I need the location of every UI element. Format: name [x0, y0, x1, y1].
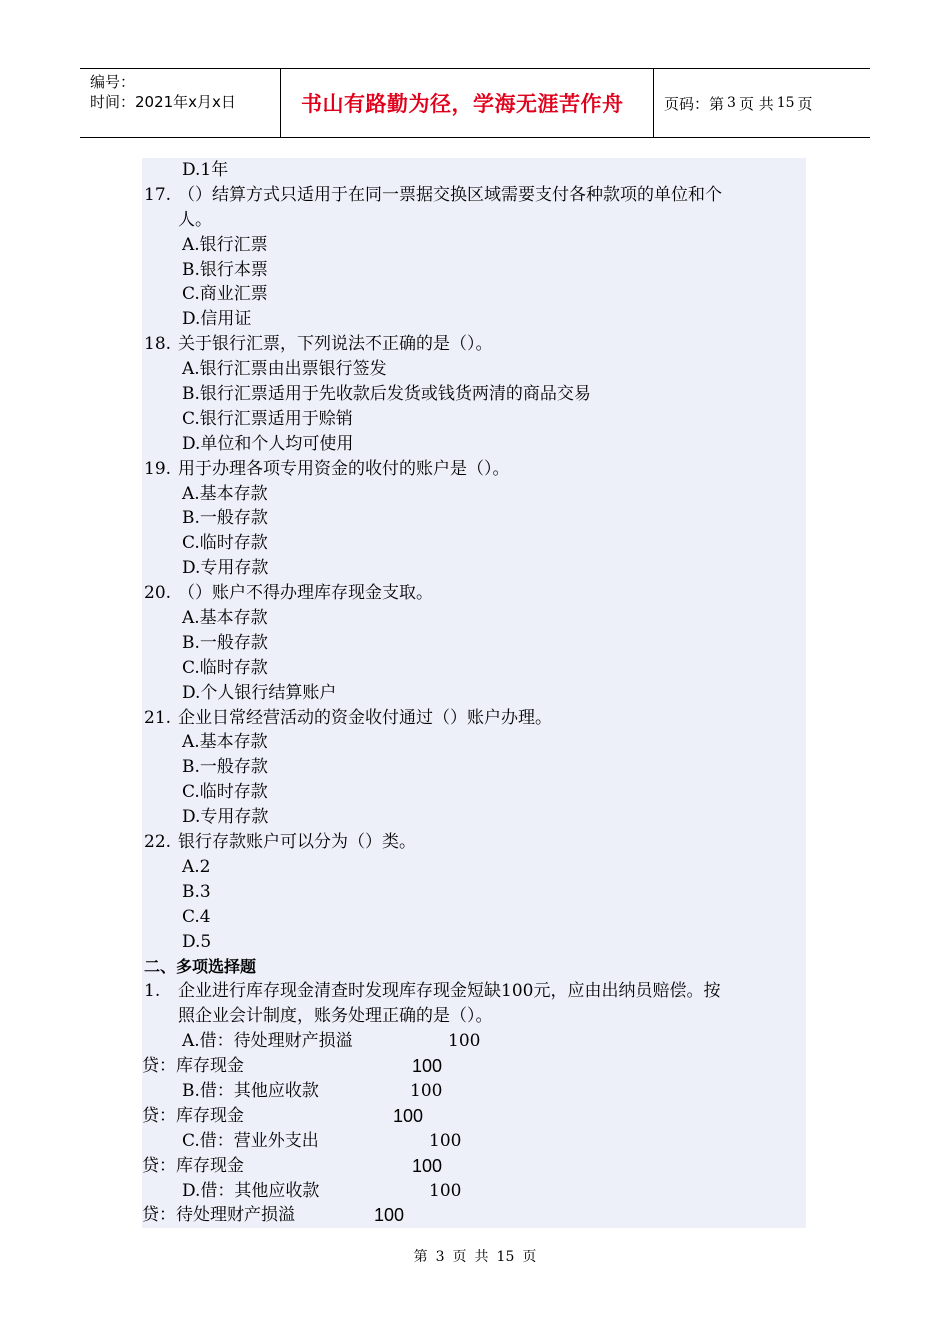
- question-item: [142, 706, 806, 731]
- question-item: [142, 979, 806, 1004]
- header-page-info: [654, 69, 870, 137]
- line-text: D.专用存款: [182, 558, 269, 579]
- line-text: C.借：营业外支出: [182, 1130, 319, 1151]
- journal-entry-line: [142, 1104, 806, 1129]
- line-text: A.借：待处理财产损溢: [182, 1031, 353, 1052]
- line-text: B.3: [182, 881, 211, 902]
- question-item: [142, 830, 806, 855]
- question-number: 17.: [144, 184, 172, 205]
- answer-option: [142, 1179, 806, 1204]
- answer-option: [142, 805, 806, 830]
- amount-value: 100: [393, 1105, 424, 1126]
- line-text: D.信用证: [182, 309, 252, 330]
- question-number: 21.: [144, 707, 172, 728]
- line-text: D.5: [182, 931, 212, 952]
- line-text: D.1年: [182, 160, 229, 180]
- line-text: A.银行汇票由出票银行签发: [182, 359, 387, 380]
- journal-entry-line: [142, 1203, 806, 1228]
- line-text: C.临时存款: [182, 782, 268, 803]
- answer-option: [142, 1129, 806, 1154]
- line-text: 用于办理各项专用资金的收付的账户是（）。: [178, 458, 510, 479]
- header-meta: [80, 69, 281, 137]
- footer-ye1: 页: [452, 1249, 467, 1265]
- line-text: 贷：库存现金: [142, 1155, 244, 1176]
- question-number: 22.: [144, 832, 172, 853]
- line-text: D.个人银行结算账户: [182, 682, 337, 703]
- page-header: [80, 68, 870, 138]
- line-text: （）账户不得办理库存现金支取。: [178, 583, 433, 604]
- header-page-prefix: 页码：第: [664, 94, 725, 113]
- amount-value: 100: [374, 1205, 405, 1226]
- line-text: C.银行汇票适用于赊销: [182, 408, 353, 429]
- header-motto: 书山有路勤为径，学海无涯苦作舟: [281, 69, 654, 137]
- question-number: 18.: [144, 334, 172, 355]
- line-text: B.银行本票: [182, 259, 268, 280]
- footer-di: 第: [413, 1249, 428, 1265]
- header-page-total: 15: [776, 95, 795, 111]
- answer-option: [142, 1029, 806, 1054]
- answer-option: [142, 482, 806, 507]
- answer-option: [142, 880, 806, 905]
- answer-option: [142, 432, 806, 457]
- answer-option: [142, 631, 806, 656]
- footer-total: 15: [496, 1249, 515, 1265]
- question-number: 20.: [144, 583, 172, 604]
- answer-option: [142, 506, 806, 531]
- line-text: B.借：其他应收款: [182, 1080, 319, 1101]
- answer-option: [142, 855, 806, 880]
- line-text: 银行存款账户可以分为（）类。: [178, 832, 416, 853]
- header-page-mid: 页 共: [738, 94, 774, 113]
- amount-value: 100: [429, 1180, 462, 1201]
- amount-value: 100: [410, 1080, 443, 1101]
- line-text: B.一般存款: [182, 632, 268, 653]
- question-number: 1.: [144, 981, 161, 1002]
- answer-option: [142, 681, 806, 706]
- line-text: 人。: [178, 209, 212, 230]
- answer-option: [142, 905, 806, 930]
- answer-option: [142, 233, 806, 258]
- answer-option: [142, 158, 806, 183]
- footer-ye2: 页: [522, 1249, 537, 1265]
- answer-option: [142, 258, 806, 283]
- header-bianhao: 编号：: [90, 73, 136, 91]
- question-continuation: [142, 1004, 806, 1029]
- question-content: [142, 158, 806, 1228]
- journal-entry-line: [142, 1054, 806, 1079]
- answer-option: [142, 930, 806, 955]
- line-text: （）结算方式只适用于在同一票据交换区域需要支付各种款项的单位和个: [178, 184, 722, 205]
- answer-option: [142, 1079, 806, 1104]
- line-text: D.借：其他应收款: [182, 1180, 320, 1201]
- header-page-current: 3: [727, 95, 736, 111]
- question-item: [142, 457, 806, 482]
- line-text: 照企业会计制度，账务处理正确的是（）。: [178, 1006, 493, 1027]
- amount-value: 100: [429, 1130, 462, 1151]
- answer-option: [142, 531, 806, 556]
- line-text: B.一般存款: [182, 757, 268, 778]
- answer-option: [142, 780, 806, 805]
- question-item: [142, 581, 806, 606]
- line-text: C.4: [182, 906, 211, 927]
- line-text: C.临时存款: [182, 657, 268, 678]
- question-item: [142, 183, 806, 208]
- line-text: 贷：待处理财产损溢: [142, 1205, 295, 1226]
- answer-option: [142, 307, 806, 332]
- line-text: D.专用存款: [182, 807, 269, 828]
- line-text: 贷：库存现金: [142, 1105, 244, 1126]
- line-text: A.基本存款: [182, 732, 268, 753]
- journal-entry-line: [142, 1154, 806, 1179]
- header-page-suffix: 页: [797, 94, 813, 113]
- line-text: A.基本存款: [182, 483, 268, 504]
- line-text: 企业进行库存现金清查时发现库存现金短缺100元，应由出纳员赔偿。按: [178, 981, 721, 1002]
- footer-gong: 共: [474, 1249, 489, 1265]
- amount-value: 100: [448, 1031, 481, 1052]
- line-text: 关于银行汇票，下列说法不正确的是（）。: [178, 334, 493, 355]
- line-text: A.基本存款: [182, 608, 268, 629]
- answer-option: [142, 357, 806, 382]
- line-text: B.银行汇票适用于先收款后发货或钱货两清的商品交易: [182, 384, 591, 405]
- line-text: 二、多项选择题: [144, 956, 257, 976]
- line-text: A.2: [182, 856, 211, 877]
- amount-value: 100: [412, 1056, 443, 1077]
- line-text: D.单位和个人均可使用: [182, 433, 354, 454]
- question-continuation: [142, 208, 806, 233]
- line-text: C.商业汇票: [182, 284, 268, 305]
- footer-current: 3: [435, 1249, 445, 1265]
- question-item: [142, 332, 806, 357]
- line-text: B.一般存款: [182, 508, 268, 529]
- answer-option: [142, 556, 806, 581]
- answer-option: [142, 755, 806, 780]
- page-footer: [0, 1246, 950, 1266]
- answer-option: [142, 730, 806, 755]
- answer-option: [142, 606, 806, 631]
- answer-option: [142, 282, 806, 307]
- answer-option: [142, 656, 806, 681]
- amount-value: 100: [412, 1155, 443, 1176]
- header-time: 时间：2021年x月x日: [90, 93, 236, 111]
- line-text: C.临时存款: [182, 533, 268, 554]
- question-number: 19.: [144, 458, 172, 479]
- section-heading: [142, 955, 806, 980]
- line-text: A.银行汇票: [182, 234, 268, 255]
- answer-option: [142, 407, 806, 432]
- answer-option: [142, 382, 806, 407]
- line-text: 贷：库存现金: [142, 1056, 244, 1077]
- line-text: 企业日常经营活动的资金收付通过（）账户办理。: [178, 707, 552, 728]
